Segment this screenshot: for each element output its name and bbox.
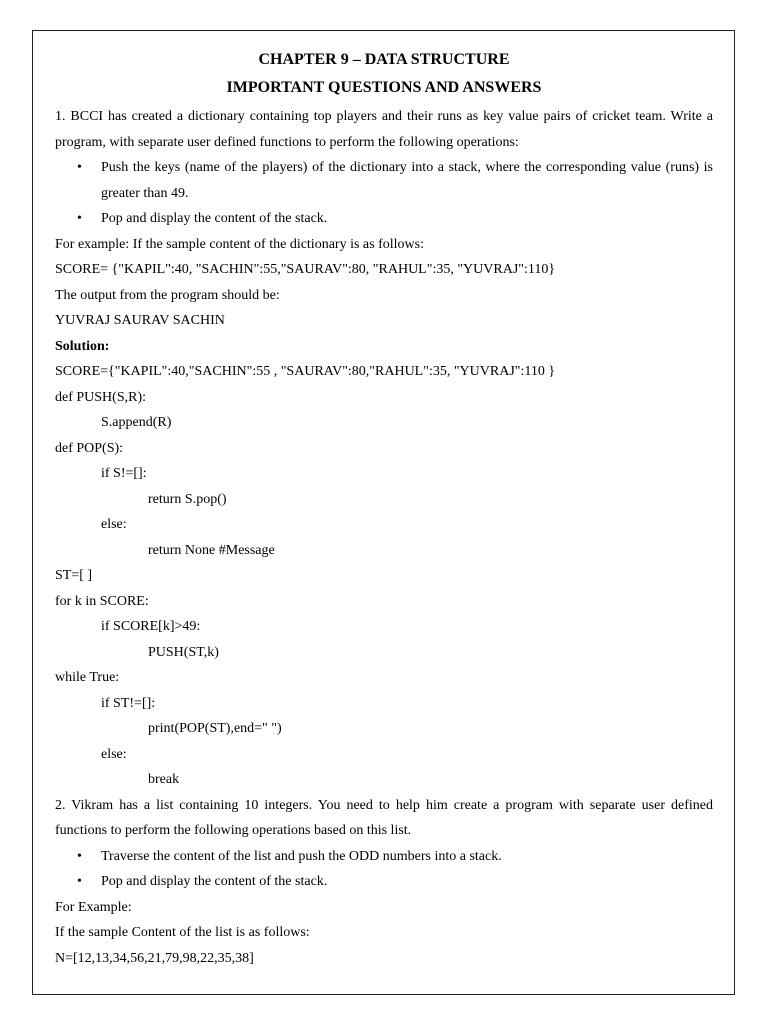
code-line: print(POP(ST),end=" "): [148, 721, 282, 736]
list-item: • Traverse the content of the list and push the ODD numbers into a stack.: [55, 844, 713, 870]
code-line: S.append(R): [101, 415, 172, 430]
code-line: break: [148, 772, 180, 787]
list-item: • Pop and display the content of the stack.: [55, 206, 713, 232]
code-line: for k in SCORE:: [55, 593, 149, 609]
code-line: if SCORE[k]>49:: [101, 619, 201, 634]
code-line: else:: [101, 746, 127, 762]
example-intro: For example: If the sample content of the dictionary is as follows:: [55, 236, 424, 252]
bullet-icon: •: [77, 160, 82, 175]
solution-label: Solution:: [55, 338, 110, 354]
example-label: For Example:: [55, 899, 132, 915]
section-title: IMPORTANT QUESTIONS AND ANSWERS: [226, 79, 542, 96]
code-line: SCORE={"KAPIL":40,"SACHIN":55 , "SAURAV":80,"RAHUL":35, "YUVRAJ":110 }: [55, 364, 556, 379]
question-1-bullets: [55, 155, 713, 232]
code-line: if ST!=[]:: [101, 695, 156, 711]
bullet-icon: •: [77, 211, 82, 226]
example-data: N=[12,13,34,56,21,79,98,22,35,38]: [55, 950, 254, 966]
code-line: return None #Message: [148, 542, 275, 558]
code-line: else:: [101, 517, 127, 532]
expected-output: YUVRAJ SAURAV SACHIN: [55, 313, 225, 328]
document-body: [55, 46, 713, 971]
bullet-icon: •: [77, 874, 82, 889]
code-line: PUSH(ST,k): [148, 644, 219, 660]
list-item: • Pop and display the content of the stack.: [55, 869, 713, 895]
question-2-text: 2. Vikram has a list containing 10 integers. You need to help him create a program with separate user defined functions to perform the following operations based on this list.: [55, 797, 713, 838]
chapter-title: CHAPTER 9 – DATA STRUCTURE: [258, 51, 510, 68]
code-line: def PUSH(S,R):: [55, 389, 147, 405]
example-intro: If the sample Content of the list is as follows:: [55, 925, 310, 940]
output-intro: The output from the program should be:: [55, 287, 280, 303]
code-line: if S!=[]:: [101, 466, 147, 481]
code-line: while True:: [55, 670, 120, 685]
list-item: • Push the keys (name of the players) of the dictionary into a stack, where the corresponding value (runs) is greater than 49.: [55, 155, 713, 206]
question-2-bullets: [55, 844, 713, 895]
code-line: return S.pop(): [148, 491, 227, 507]
code-line: ST=[ ]: [55, 568, 93, 583]
solution-code: [55, 359, 713, 793]
example-data: SCORE= {"KAPIL":40, "SACHIN":55,"SAURAV":80, "RAHUL":35, "YUVRAJ":110}: [55, 262, 556, 277]
bullet-icon: •: [77, 848, 82, 864]
question-1-text: 1. BCCI has created a dictionary containing top players and their runs as key value pairs of cricket team. Write a program, with separate user defined functions to perform the following operations:: [55, 109, 713, 150]
code-line: def POP(S):: [55, 440, 124, 456]
